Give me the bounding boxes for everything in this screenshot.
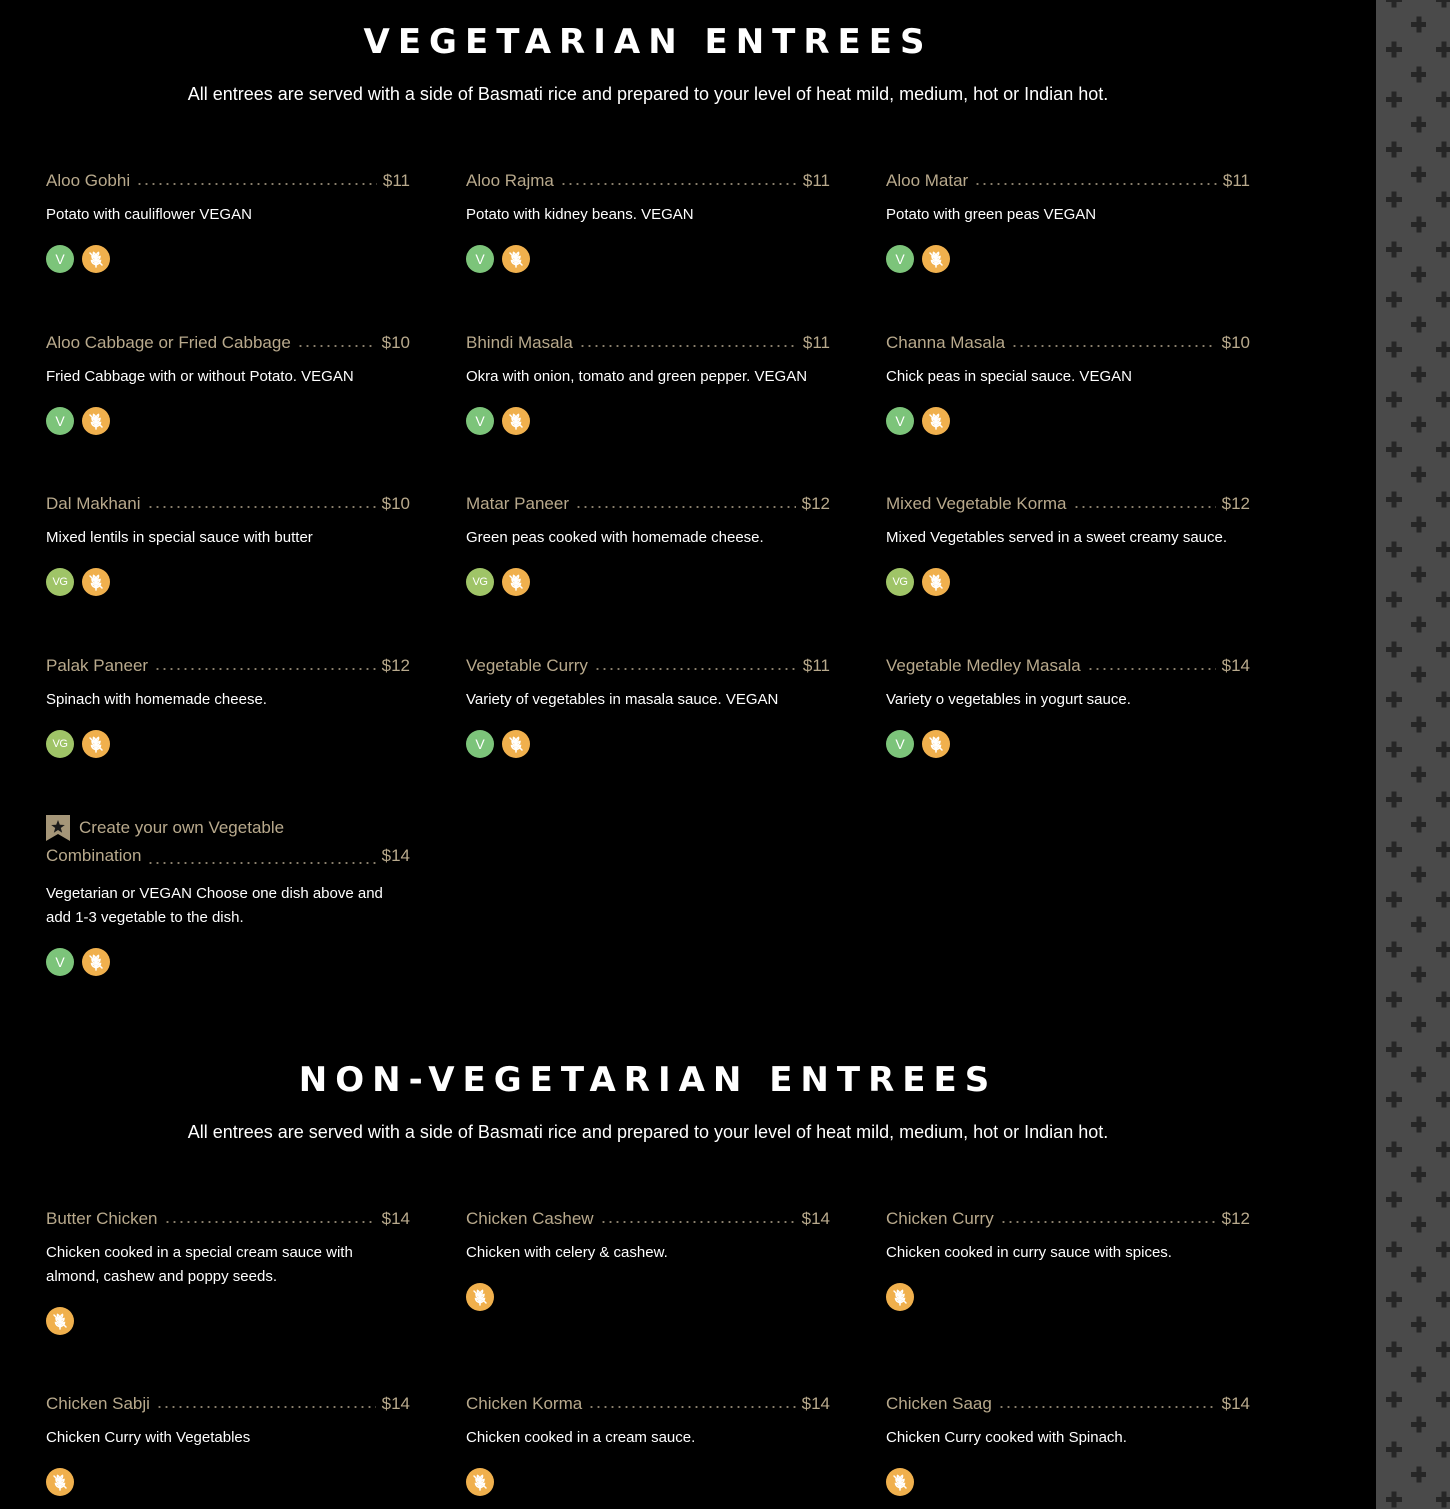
diet-badges — [466, 245, 830, 273]
vegetarian-icon: VG — [46, 730, 74, 758]
menu-item-description: Mixed Vegetables served in a sweet creamy sauce. — [886, 529, 1228, 546]
menu-item-name: Channa Masala — [886, 333, 1006, 352]
menu-item — [466, 167, 830, 273]
menu-item — [466, 490, 830, 596]
vegetarian-icon: VG — [46, 568, 74, 596]
gluten-free-icon — [502, 407, 530, 435]
gluten-free-icon — [46, 1468, 74, 1496]
diet-badges — [466, 407, 830, 435]
diet-badges — [46, 1307, 410, 1335]
menu-item-name-line2: Combination — [46, 846, 142, 865]
menu-item-name: Vegetable Curry — [466, 656, 588, 675]
menu-item — [46, 1390, 410, 1496]
vegan-icon: V — [886, 730, 914, 758]
dot-leader — [600, 1221, 796, 1223]
diet-badges — [886, 407, 1250, 435]
menu-item — [886, 1390, 1250, 1496]
gluten-free-icon — [886, 1283, 914, 1311]
dot-leader — [579, 345, 797, 347]
menu-item-name: Palak Paneer — [46, 656, 149, 675]
menu-item-name: Dal Makhani — [46, 494, 141, 513]
menu-item-price: $14 — [381, 1394, 410, 1413]
menu-item-price: $11 — [802, 656, 830, 675]
menu-item — [46, 652, 410, 758]
dot-leader — [1011, 345, 1216, 347]
menu-item-price: $10 — [1221, 333, 1250, 352]
gluten-free-icon — [502, 568, 530, 596]
menu-item-name: Aloo Gobhi — [46, 171, 131, 190]
diet-badges — [886, 1468, 1250, 1496]
gluten-free-icon — [502, 245, 530, 273]
menu-item-description: Spinach with homemade cheese. — [46, 691, 267, 708]
menu-item-price: $11 — [1222, 171, 1250, 190]
decorative-sidebar — [1376, 0, 1450, 1509]
menu-item-price: $11 — [802, 171, 830, 190]
gluten-free-icon — [466, 1468, 494, 1496]
menu-item-name: Mixed Vegetable Korma — [886, 494, 1067, 513]
menu-item-name: Aloo Rajma — [466, 171, 554, 190]
menu-item-description: Chicken cooked in a cream sauce. — [466, 1429, 696, 1446]
gluten-free-icon — [922, 245, 950, 273]
menu-item — [46, 167, 410, 273]
menu-item-description: Variety o vegetables in yogurt sauce. — [886, 691, 1131, 708]
menu-item — [466, 652, 830, 758]
menu-item-price: $12 — [1221, 494, 1250, 513]
menu-item-description: Chicken Curry with Vegetables — [46, 1429, 251, 1446]
vegan-icon: V — [466, 245, 494, 273]
section-subtitle-vegetarian: All entrees are served with a side of Basmati rice and prepared to your level of heat mild, medium, hot or Indian hot. — [187, 84, 1109, 104]
menu-item-description: Chick peas in special sauce. VEGAN — [886, 368, 1132, 385]
menu-item-price: $10 — [381, 494, 410, 513]
menu-item-special — [46, 814, 410, 976]
gluten-free-icon — [922, 568, 950, 596]
menu-item-name: Aloo Matar — [886, 171, 969, 190]
menu-item-description: Vegetarian or VEGAN Choose one dish above and add 1-3 vegetable to the dish. — [46, 885, 383, 926]
menu-item-name: Matar Paneer — [466, 494, 569, 513]
diet-badges — [46, 245, 410, 273]
menu-item-description: Potato with cauliflower VEGAN — [46, 206, 252, 223]
menu-item-description: Green peas cooked with homemade cheese. — [466, 529, 764, 546]
menu-item-description: Fried Cabbage with or without Potato. VEGAN — [46, 368, 354, 385]
gluten-free-icon — [922, 730, 950, 758]
diet-badges — [466, 1283, 830, 1311]
gluten-free-icon — [46, 1307, 74, 1335]
menu-item-price: $11 — [802, 333, 830, 352]
dot-leader — [998, 1406, 1216, 1408]
diet-badges — [46, 948, 410, 976]
menu-item-price: $12 — [381, 656, 410, 675]
menu-item — [46, 1205, 410, 1335]
vegan-icon: V — [886, 407, 914, 435]
diet-badges — [886, 568, 1250, 596]
dot-leader — [164, 1221, 376, 1223]
menu-item-name-line1: Create your own Vegetable — [79, 818, 285, 837]
diet-badges — [46, 568, 410, 596]
gluten-free-icon — [82, 568, 110, 596]
vegan-icon: V — [46, 407, 74, 435]
dot-leader — [974, 183, 1217, 185]
vegan-icon: V — [46, 245, 74, 273]
dot-leader — [136, 183, 377, 185]
menu-item-price: $11 — [382, 171, 410, 190]
menu-item-price: $12 — [801, 494, 830, 513]
menu-item-description: Variety of vegetables in masala sauce. VEGAN — [466, 691, 779, 708]
menu-item-price: $14 — [381, 1209, 410, 1228]
menu-item — [46, 490, 410, 596]
dot-leader — [594, 668, 797, 670]
dot-leader — [1000, 1221, 1216, 1223]
section-title-non-vegetarian: NON-VEGETARIAN ENTREES — [298, 1060, 998, 1100]
menu-item-price: $14 — [1221, 656, 1250, 675]
section-title-vegetarian: VEGETARIAN ENTREES — [363, 22, 933, 62]
menu-item — [886, 1205, 1250, 1311]
menu-item — [886, 167, 1250, 273]
menu-item-description: Chicken cooked in a special cream sauce with almond, cashew and poppy seeds. — [46, 1244, 353, 1285]
menu-item — [886, 490, 1250, 596]
diet-badges — [46, 1468, 410, 1496]
vegan-icon: V — [466, 730, 494, 758]
dot-leader — [147, 506, 376, 508]
gluten-free-icon — [82, 245, 110, 273]
menu-item — [886, 652, 1250, 758]
menu-item-name: Aloo Cabbage or Fried Cabbage — [46, 333, 291, 352]
menu-item-price: $14 — [381, 846, 410, 865]
menu-item-price: $10 — [381, 333, 410, 352]
diet-badges — [46, 407, 410, 435]
plus-pattern — [1376, 0, 1450, 1509]
diet-badges — [46, 730, 410, 758]
diet-badges — [886, 245, 1250, 273]
menu-item-description: Chicken cooked in curry sauce with spices. — [886, 1244, 1172, 1261]
menu-item — [466, 1205, 830, 1311]
menu-item — [886, 329, 1250, 435]
vegan-icon: V — [466, 407, 494, 435]
vegan-icon: V — [46, 948, 74, 976]
menu-item — [466, 329, 830, 435]
menu-item-price: $14 — [801, 1394, 830, 1413]
star-ribbon-icon — [46, 815, 70, 841]
dot-leader — [1087, 668, 1216, 670]
diet-badges — [886, 1283, 1250, 1311]
menu-item-description: Chicken Curry cooked with Spinach. — [886, 1429, 1127, 1446]
gluten-free-icon — [466, 1283, 494, 1311]
gluten-free-icon — [886, 1468, 914, 1496]
menu-item-name: Vegetable Medley Masala — [886, 656, 1081, 675]
vegetarian-icon: VG — [886, 568, 914, 596]
gluten-free-icon — [82, 730, 110, 758]
menu-item-name: Chicken Saag — [886, 1394, 992, 1413]
menu-item-description: Chicken with celery & cashew. — [466, 1244, 668, 1261]
menu-item — [466, 1390, 830, 1496]
menu-item-description: Okra with onion, tomato and green pepper. VEGAN — [466, 368, 808, 385]
menu-item-name: Butter Chicken — [46, 1209, 158, 1228]
diet-badges — [886, 730, 1250, 758]
menu-item-price: $14 — [801, 1209, 830, 1228]
dot-leader — [560, 183, 797, 185]
diet-badges — [466, 568, 830, 596]
diet-badges — [466, 1468, 830, 1496]
gluten-free-icon — [502, 730, 530, 758]
menu-item-price: $14 — [1221, 1394, 1250, 1413]
section-subtitle-non-vegetarian: All entrees are served with a side of Basmati rice and prepared to your level of heat mild, medium, hot or Indian hot. — [187, 1122, 1109, 1142]
diet-badges — [466, 730, 830, 758]
vegan-icon: V — [886, 245, 914, 273]
menu-item-name: Chicken Korma — [466, 1394, 583, 1413]
gluten-free-icon — [82, 407, 110, 435]
menu-item-description: Potato with kidney beans. VEGAN — [466, 206, 694, 223]
dot-leader — [154, 668, 376, 670]
dot-leader — [156, 1406, 376, 1408]
menu-item — [46, 329, 410, 435]
gluten-free-icon — [82, 948, 110, 976]
menu-item-description: Potato with green peas VEGAN — [886, 206, 1097, 223]
menu-item-name: Chicken Cashew — [466, 1209, 594, 1228]
gluten-free-icon — [922, 407, 950, 435]
menu-item-price: $12 — [1221, 1209, 1250, 1228]
dot-leader — [147, 862, 375, 864]
vegetarian-icon: VG — [466, 568, 494, 596]
menu-item-name: Chicken Sabji — [46, 1394, 150, 1413]
dot-leader — [588, 1406, 795, 1408]
menu-item-name: Bhindi Masala — [466, 333, 573, 352]
dot-leader — [1073, 506, 1216, 508]
menu-item-name: Chicken Curry — [886, 1209, 994, 1228]
menu-item-description: Mixed lentils in special sauce with butter — [46, 529, 313, 546]
dot-leader — [297, 345, 376, 347]
dot-leader — [575, 506, 796, 508]
